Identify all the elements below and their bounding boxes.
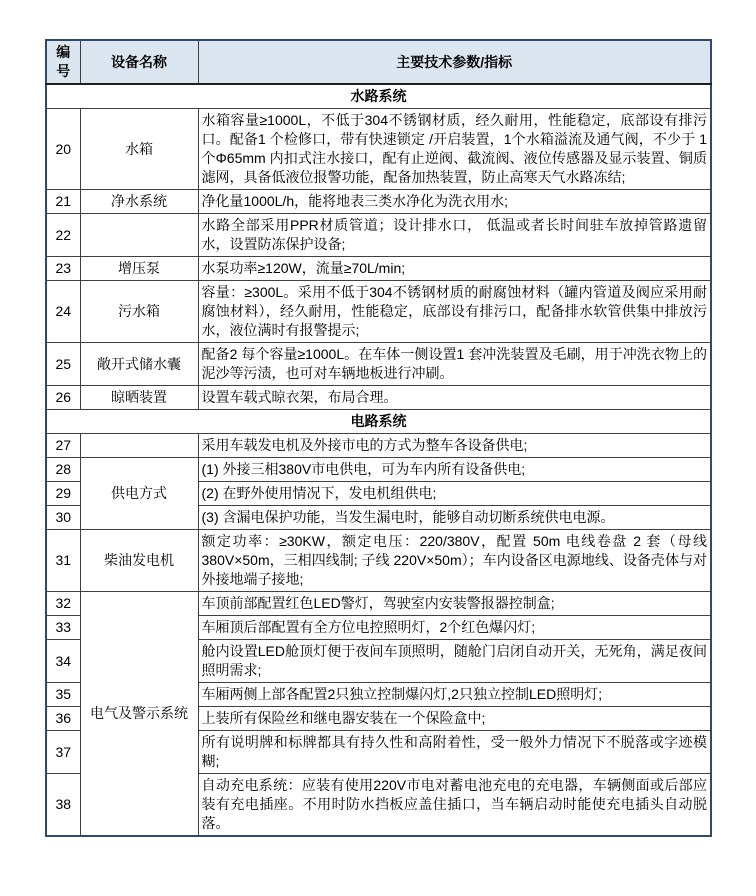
table-row	[46, 343, 711, 386]
parameters-cell: 水箱容量≥1000L，不低于304不锈钢材质，经久耐用，性能稳定，底部设有排污口。配备1 个检修口，带有快速锁定 /开启装置，1个水箱溢流及通气阀，不少于 1个Φ65mm 内扣式注水接口，配有止逆阀、截流阀、液位传感器及显示装置、铜质滤网，具备低液位报警功能，配备加热装置，防止高寒天气水路冻结;	[198, 109, 711, 190]
row-number-cell: 35	[46, 683, 80, 707]
parameters-cell: 设置车载式晾衣架，布局合理。	[198, 386, 711, 410]
parameters-cell: 水泵功率≥120W，流量≥70L/min;	[198, 257, 711, 281]
spec-table	[45, 39, 712, 837]
table-row	[46, 434, 711, 458]
row-number-cell: 26	[46, 386, 80, 410]
parameters-cell: (1) 外接三相380V市电供电，可为车内所有设备供电;	[198, 458, 711, 482]
header-parameters: 主要技术参数/指标	[198, 40, 711, 84]
header-device-name: 设备名称	[80, 40, 198, 84]
table-row	[46, 386, 711, 410]
parameters-cell: (2) 在野外使用情况下，发电机组供电;	[198, 482, 711, 506]
table-row	[46, 190, 711, 214]
parameters-cell: 自动充电系统：应装有使用220V市电对蓄电池充电的充电器，车辆侧面或后部应装有充电插座。不用时防水挡板应盖住插口，当车辆启动时能使充电插头自动脱落。	[198, 774, 711, 837]
device-name-cell: 供电方式	[80, 458, 198, 530]
device-name-cell	[80, 214, 198, 257]
device-name-cell: 污水箱	[80, 281, 198, 343]
row-number-cell: 20	[46, 109, 80, 190]
row-number-cell: 21	[46, 190, 80, 214]
device-name-cell: 水箱	[80, 109, 198, 190]
parameters-cell: 所有说明牌和标牌都具有持久性和高附着性，受一般外力情况下不脱落或字迹模糊;	[198, 731, 711, 774]
table-row	[46, 530, 711, 592]
parameters-cell: 配备2 每个容量≥1000L。在车体一侧设置1 套冲洗装置及毛刷，用于冲洗衣物上的泥沙等污渍，也可对车辆地板进行冲刷。	[198, 343, 711, 386]
row-number-cell: 33	[46, 616, 80, 640]
table-row	[46, 281, 711, 343]
section-title: 水路系统	[46, 84, 711, 109]
parameters-cell: 净化量1000L/h，能将地表三类水净化为洗衣用水;	[198, 190, 711, 214]
section-header-row	[46, 84, 711, 109]
parameters-cell: 水路全部采用PPR材质管道；设计排水口， 低温或者长时间驻车放掉管路遗留水，设置防冻保护设备;	[198, 214, 711, 257]
parameters-cell: 采用车载发电机及外接市电的方式为整车各设备供电;	[198, 434, 711, 458]
row-number-cell: 22	[46, 214, 80, 257]
parameters-cell: 容量：≥300L。采用不低于304不锈钢材质的耐腐蚀材料（罐内管道及阀应采用耐腐蚀材料），经久耐用，性能稳定，底部设有排污口，配备排水软管供集中排放污水，液位满时有报警提示;	[198, 281, 711, 343]
table-row	[46, 214, 711, 257]
spec-table-body	[46, 84, 711, 836]
device-name-cell: 柴油发电机	[80, 530, 198, 592]
device-name-cell: 晾晒装置	[80, 386, 198, 410]
row-number-cell: 34	[46, 640, 80, 683]
row-number-cell: 28	[46, 458, 80, 482]
table-row	[46, 109, 711, 190]
table-row	[46, 257, 711, 281]
device-name-cell	[80, 434, 198, 458]
table-row	[46, 458, 711, 482]
parameters-cell: 额定功率：≥30KW，额定电压：220/380V，配置 50m 电线卷盘 2 套（母线380V×50m，三相四线制; 子线 220V×50m）；车内设备区电源地线、设备壳体与对外接地端子接地;	[198, 530, 711, 592]
parameters-cell: (3) 含漏电保护功能，当发生漏电时，能够自动切断系统供电电源。	[198, 506, 711, 530]
device-name-cell: 增压泵	[80, 257, 198, 281]
row-number-cell: 27	[46, 434, 80, 458]
row-number-cell: 37	[46, 731, 80, 774]
row-number-cell: 23	[46, 257, 80, 281]
row-number-cell: 38	[46, 774, 80, 837]
section-header-row	[46, 410, 711, 434]
parameters-cell: 上装所有保险丝和继电器安装在一个保险盒中;	[198, 707, 711, 731]
row-number-cell: 32	[46, 592, 80, 616]
parameters-cell: 车厢顶后部配置有全方位电控照明灯，2个红色爆闪灯;	[198, 616, 711, 640]
row-number-cell: 36	[46, 707, 80, 731]
section-title: 电路系统	[46, 410, 711, 434]
row-number-cell: 25	[46, 343, 80, 386]
table-row	[46, 592, 711, 616]
parameters-cell: 舱内设置LED舱顶灯便于夜间车顶照明，随舱门启闭自动开关，无死角，满足夜间照明需求;	[198, 640, 711, 683]
row-number-cell: 30	[46, 506, 80, 530]
parameters-cell: 车顶前部配置红色LED警灯，驾驶室内安装警报器控制盒;	[198, 592, 711, 616]
header-number: 编号	[46, 40, 80, 84]
row-number-cell: 29	[46, 482, 80, 506]
table-header-row	[46, 40, 711, 84]
row-number-cell: 31	[46, 530, 80, 592]
device-name-cell: 敞开式储水囊	[80, 343, 198, 386]
row-number-cell: 24	[46, 281, 80, 343]
parameters-cell: 车厢两侧上部各配置2只独立控制爆闪灯,2只独立控制LED照明灯;	[198, 683, 711, 707]
device-name-cell: 净水系统	[80, 190, 198, 214]
device-name-cell: 电气及警示系统	[80, 592, 198, 837]
